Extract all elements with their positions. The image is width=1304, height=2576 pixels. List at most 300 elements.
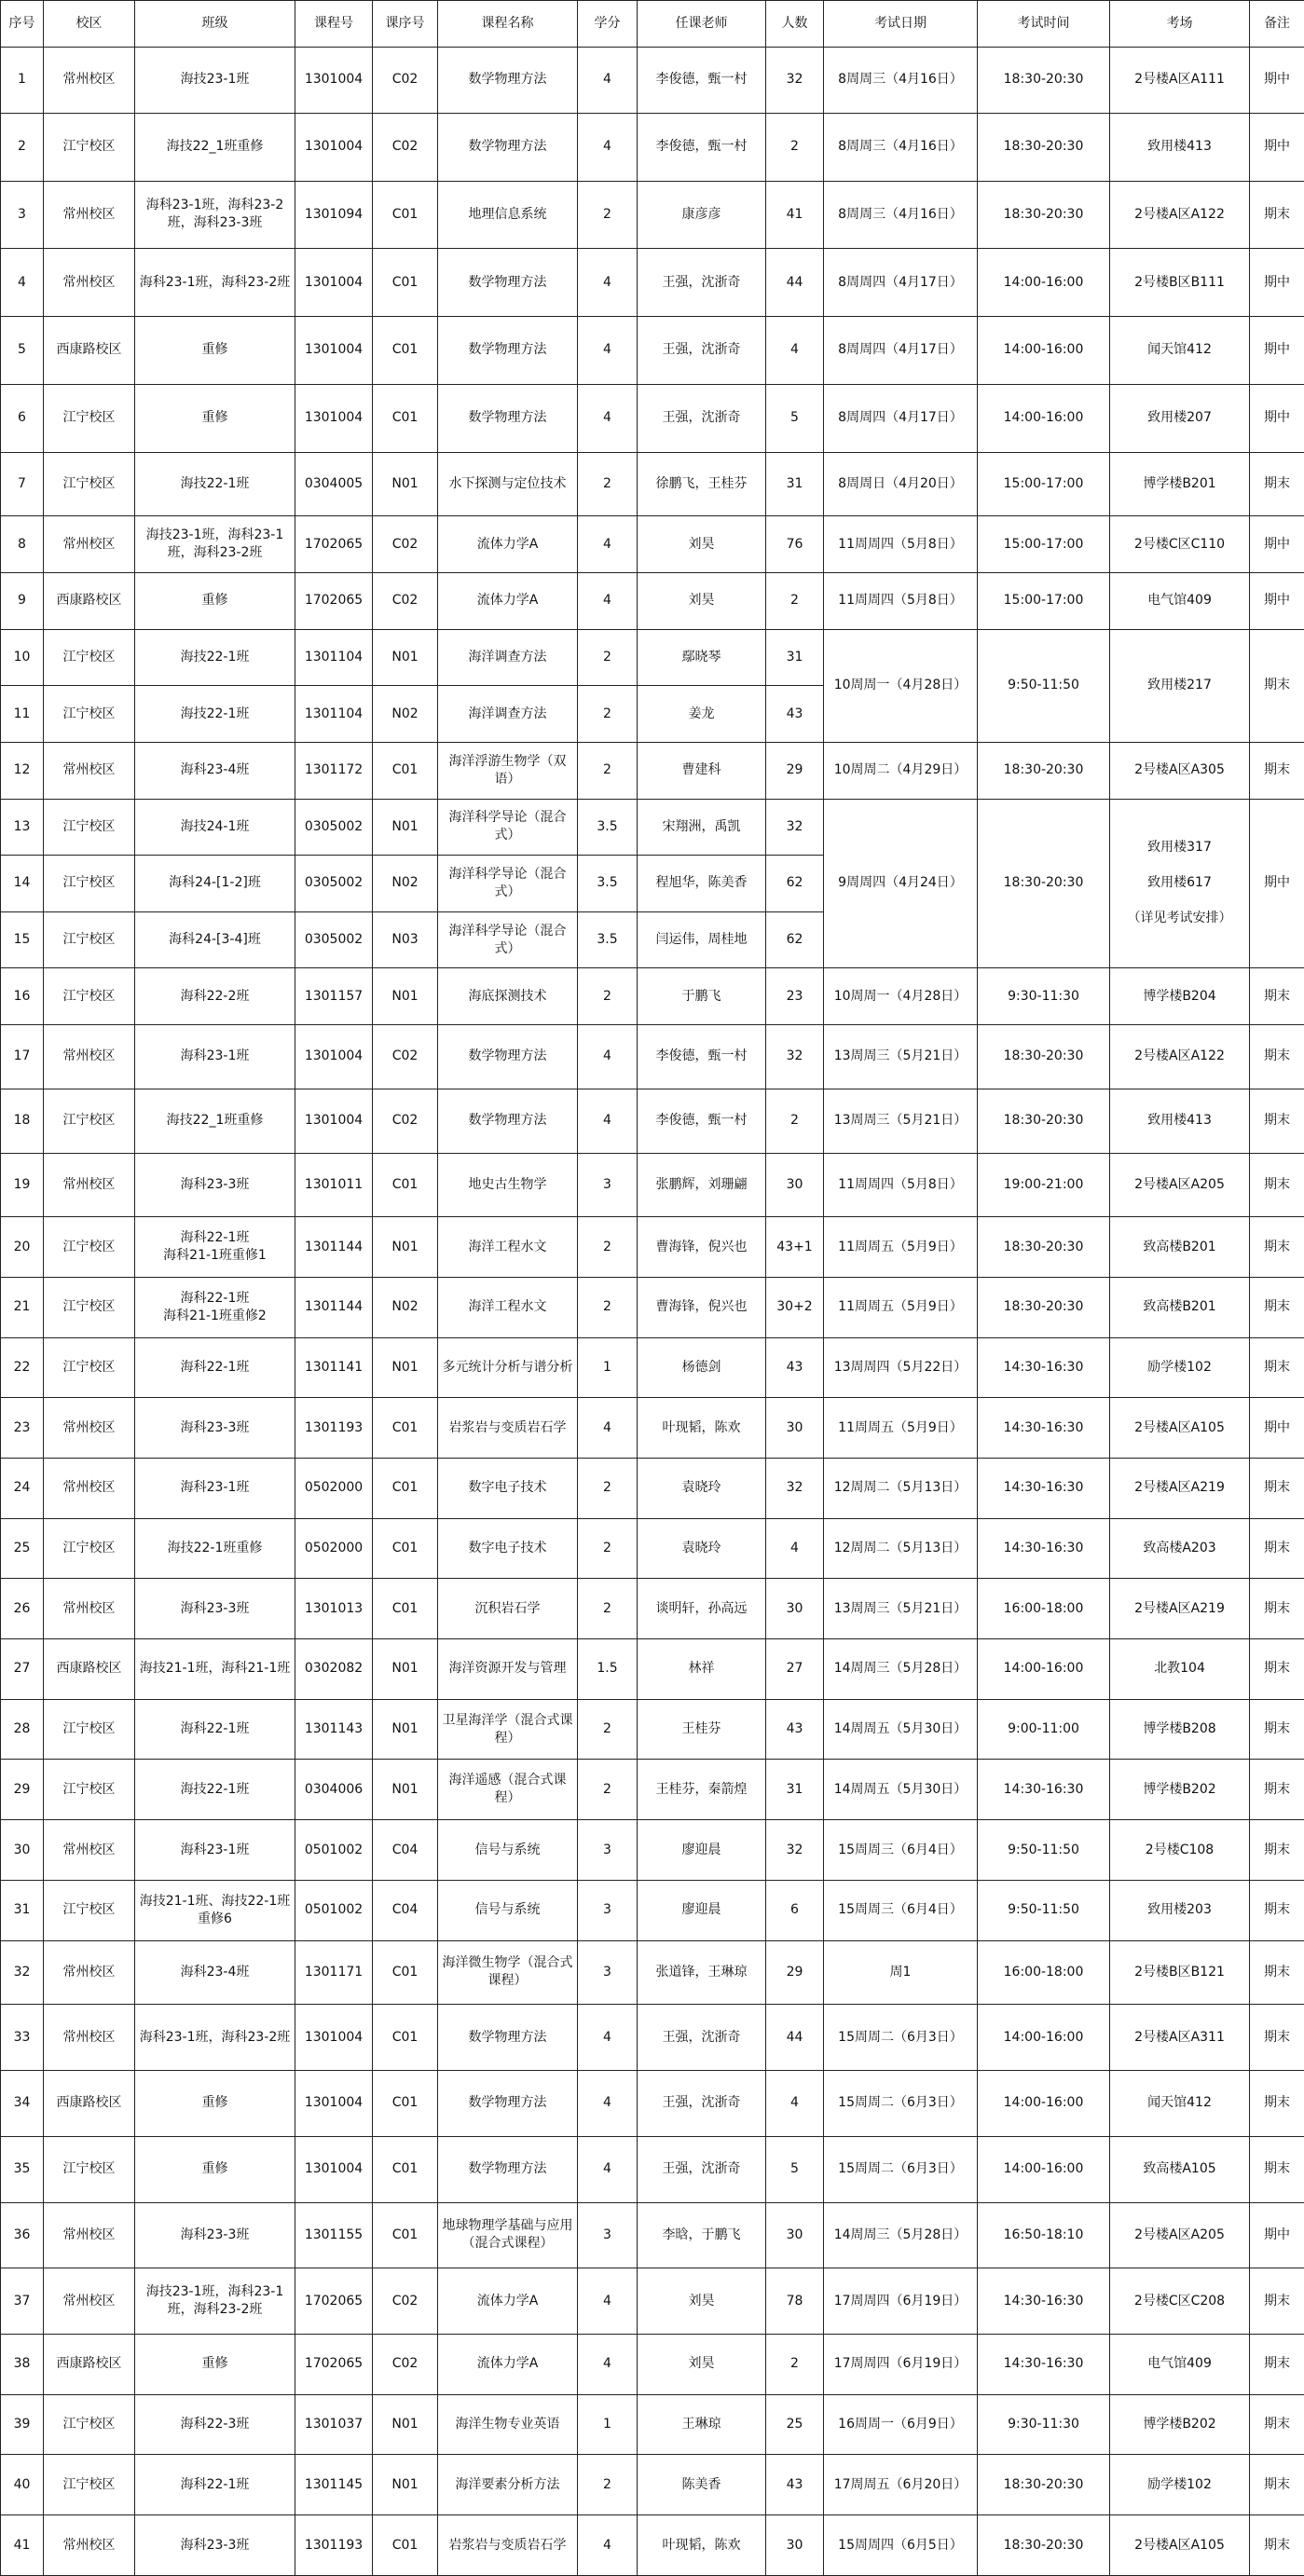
exam-room: 励学楼102: [1110, 2455, 1250, 2515]
teacher: 曹建科: [638, 742, 766, 799]
course-name: 数学物理方法: [438, 1025, 578, 1089]
note: 期末: [1250, 2394, 1304, 2455]
campus: 常州校区: [44, 2515, 135, 2576]
credits: 2: [578, 2455, 638, 2515]
class-name: 海科23-1班: [135, 1820, 295, 1881]
course-name: 海洋工程水文: [438, 1217, 578, 1278]
course-name: 水下探测与定位技术: [438, 452, 578, 516]
exam-time: 9:00-11:00: [978, 1699, 1110, 1760]
campus: 江宁校区: [44, 452, 135, 516]
teacher: 叶现韬，陈欢: [638, 2515, 766, 2576]
teacher: 林祥: [638, 1639, 766, 1700]
exam-time: 16:50-18:10: [978, 2202, 1110, 2268]
section-code: C02: [373, 572, 438, 629]
course-code: 0501002: [295, 1820, 373, 1881]
course-name: 流体力学A: [438, 2268, 578, 2335]
course-code: 0305002: [295, 799, 373, 856]
campus: 西康路校区: [44, 1639, 135, 1700]
teacher: 李俊德，甄一村: [638, 1089, 766, 1153]
campus: 常州校区: [44, 2268, 135, 2335]
exam-time: 9:30-11:30: [978, 2394, 1110, 2455]
student-count: 25: [766, 2394, 824, 2455]
teacher: 曹海锋，倪兴也: [638, 1217, 766, 1278]
teacher: 廖迎晨: [638, 1880, 766, 1940]
campus: 江宁校区: [44, 686, 135, 743]
campus: 江宁校区: [44, 1217, 135, 1278]
teacher: 李俊德，甄一村: [638, 113, 766, 181]
credits: 4: [578, 1025, 638, 1089]
course-code: 0502000: [295, 1459, 373, 1519]
campus: 江宁校区: [44, 2455, 135, 2515]
campus: 江宁校区: [44, 2136, 135, 2202]
class-name: 重修: [135, 317, 295, 385]
course-code: 1702065: [295, 572, 373, 629]
course-name: 海洋调查方法: [438, 629, 578, 686]
student-count: 6: [766, 1880, 824, 1940]
teacher: 王桂芬，秦箭煌: [638, 1760, 766, 1820]
credits: 4: [578, 384, 638, 452]
note: 期末: [1250, 1820, 1304, 1881]
credits: 3: [578, 1820, 638, 1881]
credits: 4: [578, 1089, 638, 1153]
course-name: 信号与系统: [438, 1880, 578, 1940]
student-count: 62: [766, 911, 824, 968]
section-code: N02: [373, 856, 438, 912]
table-row: [1, 572, 1304, 629]
teacher: 王强，沈浙奇: [638, 2071, 766, 2137]
row-index: 21: [1, 1277, 44, 1337]
student-count: 27: [766, 1639, 824, 1700]
row-index: 34: [1, 2071, 44, 2137]
teacher: 王琳琼: [638, 2394, 766, 2455]
course-code: 1301141: [295, 1337, 373, 1398]
row-index: 17: [1, 1025, 44, 1089]
credits: 3: [578, 1940, 638, 2005]
exam-date: 15周周二（6月3日）: [824, 2136, 978, 2202]
header-index: 序号: [1, 1, 44, 48]
exam-room: 2号楼A区A205: [1110, 2202, 1250, 2268]
exam-time: 16:00-18:00: [978, 1940, 1110, 2005]
campus: 江宁校区: [44, 968, 135, 1025]
class-name: 海科23-4班: [135, 1940, 295, 2005]
course-name: 海洋要素分析方法: [438, 2455, 578, 2515]
course-name: 海洋工程水文: [438, 1277, 578, 1337]
exam-room: 2号楼C区C208: [1110, 2268, 1250, 2335]
exam-date: 12周周二（5月13日）: [824, 1518, 978, 1579]
note: 期中: [1250, 516, 1304, 573]
class-name: 海技21-1班，海科21-1班: [135, 1639, 295, 1700]
campus: 常州校区: [44, 1820, 135, 1881]
course-code: 1301143: [295, 1699, 373, 1760]
class-name: 海技22-1班重修: [135, 1518, 295, 1579]
row-index: 30: [1, 1820, 44, 1881]
student-count: 4: [766, 317, 824, 385]
section-code: C01: [373, 2515, 438, 2576]
credits: 4: [578, 2071, 638, 2137]
exam-date: 13周周三（5月21日）: [824, 1025, 978, 1089]
credits: 4: [578, 516, 638, 573]
exam-room: 2号楼A区A219: [1110, 1579, 1250, 1639]
exam-date: 10周周一（4月28日）: [824, 629, 978, 742]
credits: 3: [578, 1153, 638, 1217]
exam-time: 18:30-20:30: [978, 181, 1110, 249]
teacher: 刘昊: [638, 516, 766, 573]
credits: 3.5: [578, 799, 638, 856]
section-code: N02: [373, 1277, 438, 1337]
credits: 4: [578, 572, 638, 629]
note: 期末: [1250, 452, 1304, 516]
credits: 2: [578, 1217, 638, 1278]
exam-date: 17周周五（6月20日）: [824, 2455, 978, 2515]
row-index: 22: [1, 1337, 44, 1398]
exam-date: 11周周四（5月8日）: [824, 516, 978, 573]
credits: 4: [578, 2268, 638, 2335]
teacher: 宋翔洲，禹凯: [638, 799, 766, 856]
student-count: 29: [766, 1940, 824, 2005]
student-count: 41: [766, 181, 824, 249]
campus: 常州校区: [44, 1940, 135, 2005]
campus: 常州校区: [44, 2202, 135, 2268]
teacher: 于鹏飞: [638, 968, 766, 1025]
class-name: 重修: [135, 2071, 295, 2137]
course-name: 海洋浮游生物学（双语）: [438, 742, 578, 799]
exam-room: 2号楼A区A305: [1110, 742, 1250, 799]
credits: 3: [578, 1880, 638, 1940]
note: 期末: [1250, 181, 1304, 249]
exam-date: 15周周四（6月5日）: [824, 2515, 978, 2576]
exam-room: 闻天馆412: [1110, 2071, 1250, 2137]
section-code: N03: [373, 911, 438, 968]
exam-room: 电气馆409: [1110, 2335, 1250, 2395]
class-name: 海技23-1班: [135, 48, 295, 114]
exam-time: 9:50-11:50: [978, 1880, 1110, 1940]
exam-room: 电气馆409: [1110, 572, 1250, 629]
table-row: [1, 2136, 1304, 2202]
campus: 江宁校区: [44, 799, 135, 856]
course-code: 1301004: [295, 2005, 373, 2071]
campus: 江宁校区: [44, 113, 135, 181]
course-code: 0304006: [295, 1760, 373, 1820]
credits: 1: [578, 1337, 638, 1398]
course-code: 1301004: [295, 2136, 373, 2202]
credits: 4: [578, 317, 638, 385]
exam-date: 12周周二（5月13日）: [824, 1459, 978, 1519]
course-name: 海洋科学导论（混合式）: [438, 856, 578, 912]
course-name: 数字电子技术: [438, 1459, 578, 1519]
class-name: 重修: [135, 572, 295, 629]
student-count: 43: [766, 1699, 824, 1760]
exam-time: 14:30-16:30: [978, 1518, 1110, 1579]
course-code: 0305002: [295, 911, 373, 968]
student-count: 32: [766, 1820, 824, 1881]
teacher: 袁晓玲: [638, 1459, 766, 1519]
student-count: 5: [766, 2136, 824, 2202]
exam-time: 18:30-20:30: [978, 1025, 1110, 1089]
class-name: 海技23-1班，海科23-1班，海科23-2班: [135, 2268, 295, 2335]
student-count: 32: [766, 48, 824, 114]
class-name: 海科23-3班: [135, 2515, 295, 2576]
table-row: [1, 2071, 1304, 2137]
table-row: [1, 1337, 1304, 1398]
note: 期末: [1250, 742, 1304, 799]
campus: 江宁校区: [44, 911, 135, 968]
table-row: [1, 2202, 1304, 2268]
teacher: 康彦彦: [638, 181, 766, 249]
exam-room: 博学楼B204: [1110, 968, 1250, 1025]
exam-date: 16周周一（6月9日）: [824, 2394, 978, 2455]
credits: 2: [578, 968, 638, 1025]
credits: 2: [578, 1699, 638, 1760]
course-code: 1301004: [295, 1089, 373, 1153]
note: 期末: [1250, 1579, 1304, 1639]
teacher: 王强，沈浙奇: [638, 249, 766, 317]
header-section: 课序号: [373, 1, 438, 48]
exam-room: 博学楼B201: [1110, 452, 1250, 516]
exam-date: 14周周三（5月28日）: [824, 1639, 978, 1700]
class-name: 海科23-3班: [135, 1153, 295, 1217]
note: 期末: [1250, 2071, 1304, 2137]
exam-room: 致用楼217: [1110, 629, 1250, 742]
exam-time: 18:30-20:30: [978, 48, 1110, 114]
exam-time: 14:00-16:00: [978, 2005, 1110, 2071]
exam-date: 8周周日（4月20日）: [824, 452, 978, 516]
course-name: 海洋生物专业英语: [438, 2394, 578, 2455]
note: 期末: [1250, 1089, 1304, 1153]
exam-date: 15周周三（6月4日）: [824, 1880, 978, 1940]
campus: 江宁校区: [44, 1760, 135, 1820]
section-code: N01: [373, 1337, 438, 1398]
class-name: 海科23-1班: [135, 1025, 295, 1089]
exam-date: 10周周二（4月29日）: [824, 742, 978, 799]
note: 期末: [1250, 2515, 1304, 2576]
class-name: 海科22-1班 海科21-1班重修1: [135, 1217, 295, 1278]
row-index: 11: [1, 686, 44, 743]
exam-date: 8周周三（4月16日）: [824, 48, 978, 114]
student-count: 32: [766, 1459, 824, 1519]
section-code: N01: [373, 2394, 438, 2455]
note: 期中: [1250, 384, 1304, 452]
section-code: N02: [373, 686, 438, 743]
student-count: 2: [766, 2335, 824, 2395]
exam-time: 9:30-11:30: [978, 968, 1110, 1025]
exam-room: 励学楼102: [1110, 1337, 1250, 1398]
section-code: C02: [373, 1025, 438, 1089]
course-code: 1301004: [295, 384, 373, 452]
exam-room: 致高楼A105: [1110, 2136, 1250, 2202]
note: 期中: [1250, 799, 1304, 968]
course-name: 海洋调查方法: [438, 686, 578, 743]
exam-date: 13周周四（5月22日）: [824, 1337, 978, 1398]
course-name: 数学物理方法: [438, 249, 578, 317]
header-credits: 学分: [578, 1, 638, 48]
course-name: 数学物理方法: [438, 384, 578, 452]
course-name: 流体力学A: [438, 572, 578, 629]
note: 期中: [1250, 249, 1304, 317]
note: 期末: [1250, 1639, 1304, 1700]
course-code: 1301145: [295, 2455, 373, 2515]
course-name: 海洋科学导论（混合式）: [438, 911, 578, 968]
campus: 江宁校区: [44, 1089, 135, 1153]
exam-room: 2号楼A区A219: [1110, 1459, 1250, 1519]
exam-time: 14:30-16:30: [978, 1459, 1110, 1519]
course-code: 1301144: [295, 1277, 373, 1337]
course-code: 1702065: [295, 2268, 373, 2335]
teacher: 徐鹏飞，王桂芬: [638, 452, 766, 516]
course-name: 地理信息系统: [438, 181, 578, 249]
credits: 3.5: [578, 856, 638, 912]
class-name: 海科22-1班 海科21-1班重修2: [135, 1277, 295, 1337]
course-code: 0302082: [295, 1639, 373, 1700]
exam-date: 15周周二（6月3日）: [824, 2071, 978, 2137]
row-index: 27: [1, 1639, 44, 1700]
section-code: C02: [373, 2335, 438, 2395]
credits: 4: [578, 1398, 638, 1459]
note: 期中: [1250, 317, 1304, 385]
table-row: [1, 1760, 1304, 1820]
student-count: 5: [766, 384, 824, 452]
exam-date: 8周周三（4月16日）: [824, 113, 978, 181]
exam-date: 11周周四（5月8日）: [824, 1153, 978, 1217]
table-row: [1, 1153, 1304, 1217]
campus: 常州校区: [44, 48, 135, 114]
note: 期末: [1250, 1153, 1304, 1217]
course-code: 0501002: [295, 1880, 373, 1940]
class-name: 海技21-1班、海技22-1班重修6: [135, 1880, 295, 1940]
class-name: 海科23-3班: [135, 2202, 295, 2268]
table-row: [1, 1277, 1304, 1337]
exam-room: 致高楼B201: [1110, 1277, 1250, 1337]
table-row: [1, 1459, 1304, 1519]
student-count: 4: [766, 1518, 824, 1579]
campus: 江宁校区: [44, 1277, 135, 1337]
student-count: 31: [766, 1760, 824, 1820]
exam-date: 14周周五（5月30日）: [824, 1760, 978, 1820]
student-count: 30: [766, 1153, 824, 1217]
course-name: 数学物理方法: [438, 48, 578, 114]
table-row: [1, 1089, 1304, 1153]
course-code: 1301004: [295, 113, 373, 181]
note: 期末: [1250, 1459, 1304, 1519]
teacher: 廖迎晨: [638, 1820, 766, 1881]
teacher: 王强，沈浙奇: [638, 2136, 766, 2202]
class-name: 海科22-2班: [135, 968, 295, 1025]
note: 期末: [1250, 2335, 1304, 2395]
note: 期末: [1250, 1518, 1304, 1579]
row-index: 36: [1, 2202, 44, 2268]
note: 期中: [1250, 572, 1304, 629]
section-code: C02: [373, 1089, 438, 1153]
table-row: [1, 2335, 1304, 2395]
student-count: 32: [766, 799, 824, 856]
course-name: 多元统计分析与谱分析: [438, 1337, 578, 1398]
row-index: 12: [1, 742, 44, 799]
row-index: 14: [1, 856, 44, 912]
row-index: 23: [1, 1398, 44, 1459]
row-index: 29: [1, 1760, 44, 1820]
exam-date: 11周周四（5月8日）: [824, 572, 978, 629]
row-index: 15: [1, 911, 44, 968]
course-code: 1301004: [295, 48, 373, 114]
course-code: 1301172: [295, 742, 373, 799]
class-name: 海技22_1班重修: [135, 1089, 295, 1153]
teacher: 李俊德，甄一村: [638, 48, 766, 114]
course-code: 1301004: [295, 249, 373, 317]
credits: 4: [578, 249, 638, 317]
course-code: 1301171: [295, 1940, 373, 2005]
exam-date: 13周周三（5月21日）: [824, 1089, 978, 1153]
row-index: 31: [1, 1880, 44, 1940]
table-row: [1, 317, 1304, 385]
course-name: 数学物理方法: [438, 317, 578, 385]
exam-room-line: （详见考试安排）: [1127, 911, 1232, 926]
row-index: 4: [1, 249, 44, 317]
course-name: 地史古生物学: [438, 1153, 578, 1217]
class-name: 海技22-1班: [135, 1760, 295, 1820]
teacher: 张道锋，王琳琼: [638, 1940, 766, 2005]
teacher: 袁晓玲: [638, 1518, 766, 1579]
row-index: 2: [1, 113, 44, 181]
table-row: [1, 1880, 1304, 1940]
credits: 2: [578, 1277, 638, 1337]
exam-room: 2号楼B区B121: [1110, 1940, 1250, 2005]
row-index: 28: [1, 1699, 44, 1760]
section-code: C01: [373, 1153, 438, 1217]
note: 期末: [1250, 1940, 1304, 2005]
exam-time: 15:00-17:00: [978, 516, 1110, 573]
exam-room: 北教104: [1110, 1639, 1250, 1700]
campus: 江宁校区: [44, 1337, 135, 1398]
course-code: 1301193: [295, 1398, 373, 1459]
campus: 常州校区: [44, 516, 135, 573]
header-row: [1, 1, 1304, 48]
table-row: [1, 1217, 1304, 1278]
course-name: 地球物理学基础与应用（混合式课程）: [438, 2202, 578, 2268]
section-code: C01: [373, 317, 438, 385]
section-code: C01: [373, 1940, 438, 2005]
course-code: 1301104: [295, 629, 373, 686]
row-index: 40: [1, 2455, 44, 2515]
campus: 常州校区: [44, 249, 135, 317]
teacher: 曹海锋，倪兴也: [638, 1277, 766, 1337]
student-count: 4: [766, 2071, 824, 2137]
header-count: 人数: [766, 1, 824, 48]
exam-time: 9:50-11:50: [978, 1820, 1110, 1881]
exam-time: 18:30-20:30: [978, 2455, 1110, 2515]
header-class: 班级: [135, 1, 295, 48]
campus: 西康路校区: [44, 317, 135, 385]
note: 期末: [1250, 1025, 1304, 1089]
exam-date: 14周周五（5月30日）: [824, 1699, 978, 1760]
course-name: 岩浆岩与变质岩石学: [438, 2515, 578, 2576]
class-name: 海科22-1班: [135, 1699, 295, 1760]
credits: 4: [578, 2136, 638, 2202]
exam-room: 致用楼207: [1110, 384, 1250, 452]
row-index: 38: [1, 2335, 44, 2395]
teacher: 叶现韬，陈欢: [638, 1398, 766, 1459]
course-code: 1301104: [295, 686, 373, 743]
exam-date: 8周周三（4月16日）: [824, 181, 978, 249]
campus: 常州校区: [44, 1579, 135, 1639]
credits: 2: [578, 629, 638, 686]
exam-date: 8周周四（4月17日）: [824, 384, 978, 452]
course-code: 1301193: [295, 2515, 373, 2576]
course-name: 海洋科学导论（混合式）: [438, 799, 578, 856]
row-index: 10: [1, 629, 44, 686]
section-code: C01: [373, 1398, 438, 1459]
table-row: [1, 629, 1304, 686]
row-index: 37: [1, 2268, 44, 2335]
section-code: C04: [373, 1880, 438, 1940]
